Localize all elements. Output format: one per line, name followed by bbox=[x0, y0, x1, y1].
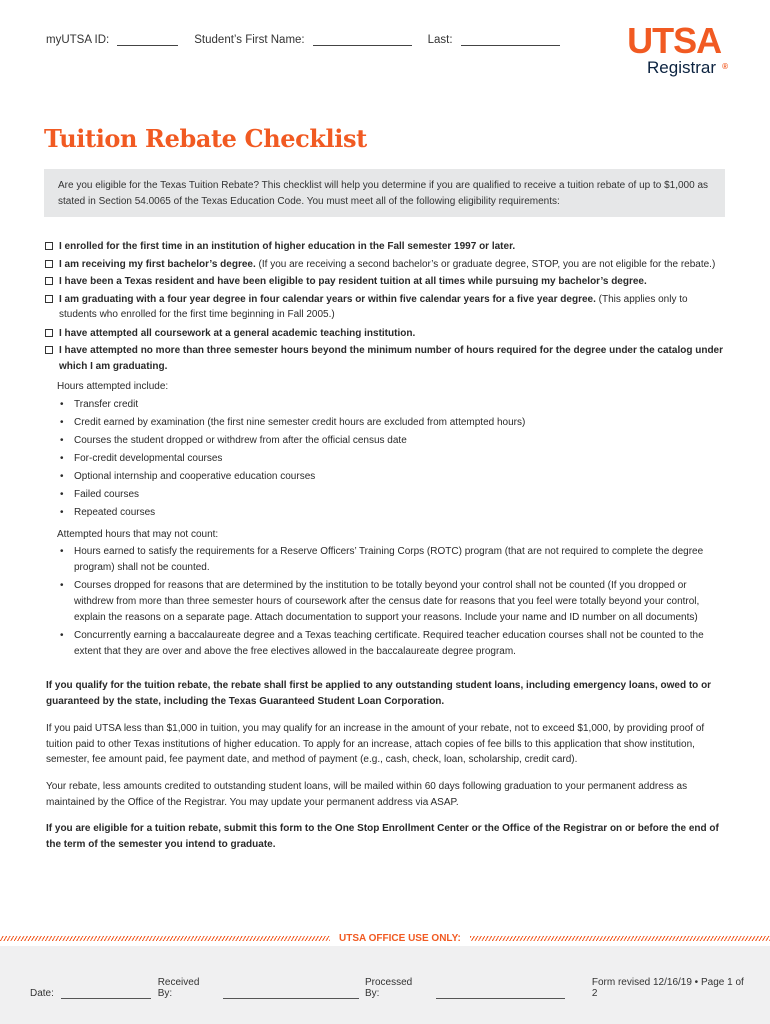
checkbox[interactable] bbox=[45, 346, 53, 354]
checklist-item-bold: I have attempted all coursework at a general academic teaching institution. bbox=[59, 327, 416, 339]
logo-brand: UTSA bbox=[627, 20, 722, 61]
hours-include-label: Hours attempted include: bbox=[57, 381, 169, 392]
myutsa-id-field[interactable] bbox=[117, 34, 178, 46]
checklist-item[interactable] bbox=[44, 238, 724, 256]
office-use-divider bbox=[0, 933, 770, 943]
checklist-item-bold: I am receiving my first bachelor’s degree. bbox=[59, 258, 256, 270]
checklist-item[interactable] bbox=[44, 325, 724, 343]
checkbox[interactable] bbox=[45, 329, 53, 337]
checklist-item-bold: I am graduating with a four year degree in four calendar years or within five calendar years for a five year degree. bbox=[59, 293, 596, 305]
submit-paragraph: If you are eligible for a tuition rebate, submit this form to the One Stop Enrollment Center or the Office of the Registrar on or before the end of the term of the semester you intend to graduate. bbox=[46, 823, 719, 850]
date-field[interactable] bbox=[61, 988, 151, 999]
checklist-item-bold: I have attempted no more than three semester hours beyond the minimum number of hours required for the degree under the catalog under which I am graduating. bbox=[59, 345, 723, 372]
hatch-divider-left bbox=[0, 936, 330, 941]
list-item: • Courses dropped for reasons that are determined by the institution to be totally beyond your control shall not be counted (If you dropped or withdrew from more than three semester hours of coursework after the census date for reasons that you feel were totally beyond your control, explain the reasons on a separate page. Attach documentation to support your reasons. Include your name and ID number on all documents) bbox=[44, 578, 724, 626]
logo-registered-mark: ® bbox=[722, 62, 727, 71]
first-name-label: Student’s First Name: bbox=[194, 34, 305, 46]
list-item: • Hours earned to satisfy the requirements for a Reserve Officers’ Training Corps (ROTC) program (that are not required to complete the degree program) shall not be counted. bbox=[44, 544, 724, 576]
received-by-field[interactable] bbox=[223, 988, 359, 999]
checklist-item[interactable] bbox=[44, 291, 724, 323]
mailing-paragraph: Your rebate, less amounts credited to outstanding student loans, will be mailed within 60 days following graduation to your permanent address as maintained by the Office of the Registrar. You may update your permanent address via ASAP. bbox=[46, 781, 688, 808]
hours-not-count-label: Attempted hours that may not count: bbox=[57, 529, 219, 540]
form-revision-info: Form revised 12/16/19 • Page 1 of 2 bbox=[591, 977, 744, 999]
page-title: Tuition Rebate Checklist bbox=[44, 124, 367, 153]
office-use-section bbox=[0, 946, 770, 1024]
list-item: • Transfer credit bbox=[44, 396, 724, 414]
processed-by-label: Processed By: bbox=[364, 977, 413, 999]
last-name-field[interactable] bbox=[461, 34, 560, 46]
checklist-item[interactable] bbox=[44, 256, 724, 274]
checkbox[interactable] bbox=[45, 277, 53, 285]
list-item: • Repeated courses bbox=[44, 504, 724, 522]
loan-paragraph: If you qualify for the tuition rebate, the rebate shall first be applied to any outstanding student loans, including emergency loans, owed to or guaranteed by the state, including the Texas Guaranteed Student Loan Corporation. bbox=[46, 680, 712, 707]
received-by-label: Received By: bbox=[157, 977, 200, 999]
hatch-divider-right bbox=[470, 936, 770, 941]
checkbox[interactable] bbox=[45, 260, 53, 268]
list-item: • Courses the student dropped or withdrew from after the official census date bbox=[44, 432, 724, 450]
processed-by-field[interactable] bbox=[436, 988, 565, 999]
logo-dept: Registrar bbox=[647, 58, 716, 77]
first-name-field[interactable] bbox=[313, 34, 412, 46]
list-item: • Credit earned by examination (the first nine semester credit hours are excluded from attempted hours) bbox=[44, 414, 724, 432]
intro-panel: Are you eligible for the Texas Tuition Rebate? This checklist will help you determine if you are qualified to receive a tuition rebate of up to $1,000 as stated in Section 54.0065 of the Texas Education Code. You must meet all of the following eligibility requirements: bbox=[44, 169, 725, 217]
checkbox[interactable] bbox=[45, 295, 53, 303]
checklist-item-bold: I have been a Texas resident and have been eligible to pay resident tuition at all times while pursuing my bachelor’s degree. bbox=[59, 276, 647, 287]
checklist-item[interactable] bbox=[44, 342, 724, 374]
last-name-label: Last: bbox=[427, 34, 453, 46]
eligibility-checklist bbox=[44, 238, 724, 662]
checklist-item[interactable] bbox=[44, 273, 724, 291]
checklist-item-bold: I enrolled for the first time in an institution of higher education in the Fall semester 1997 or later. bbox=[59, 241, 516, 252]
date-label: Date: bbox=[30, 988, 54, 999]
checklist-item-note: (This applies only to students who enrolled for the first time beginning in Fall 2005.) bbox=[59, 293, 688, 320]
myutsa-id-label: myUTSA ID: bbox=[46, 34, 110, 46]
list-item: • Failed courses bbox=[44, 486, 724, 504]
checkbox[interactable] bbox=[45, 242, 53, 250]
list-item: • For-credit developmental courses bbox=[44, 450, 724, 468]
student-info-line bbox=[46, 34, 560, 46]
increase-paragraph: If you paid UTSA less than $1,000 in tuition, you may qualify for an increase in the amount of your rebate, not to exceed $1,000, by providing proof of tuition paid to other Texas institutions of higher education. To apply for an increase, attach copies of fee bills to this application that show institution, semester, fee amount paid, fee payment date, and method of payment (e.g., cash, check, loan, scholarship, credit card). bbox=[46, 723, 705, 765]
office-use-label: UTSA OFFICE USE ONLY: bbox=[339, 932, 461, 944]
checklist-item-note: (If you are receiving a second bachelor’s or graduate degree, STOP, you are not eligible for the rebate.) bbox=[255, 258, 716, 270]
list-item: • Optional internship and cooperative education courses bbox=[44, 468, 724, 486]
list-item: • Concurrently earning a baccalaureate degree and a Texas teaching certificate. Required teacher education courses shall not be counted to the extent that they are over and above the free electives allowed in the baccalaureate degree program. bbox=[44, 628, 724, 660]
utsa-registrar-logo bbox=[627, 20, 727, 78]
